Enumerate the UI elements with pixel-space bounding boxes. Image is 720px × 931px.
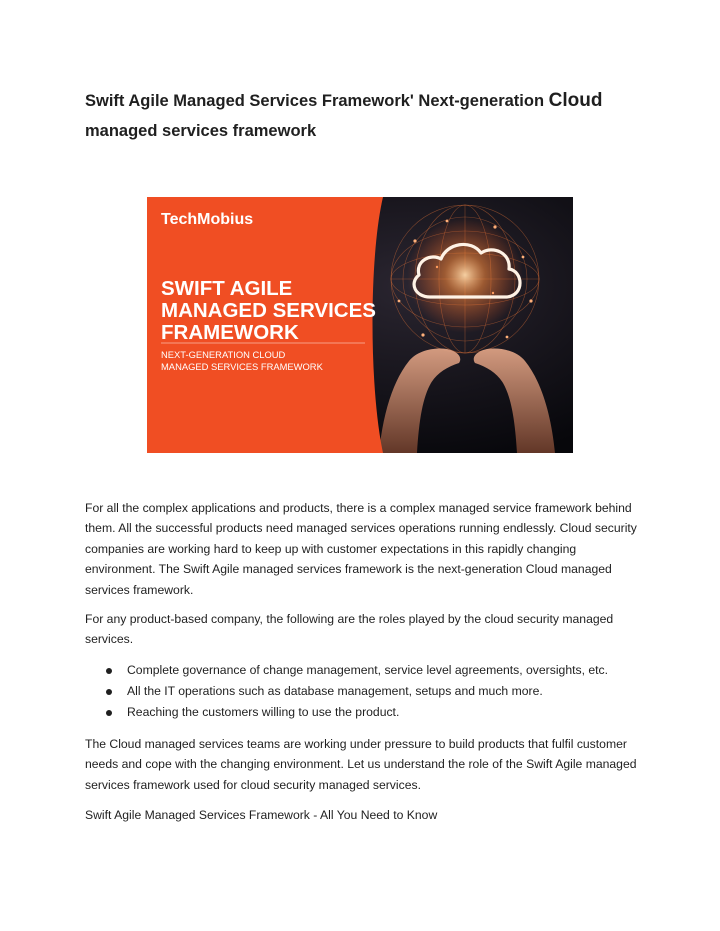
paragraph-teams: The Cloud managed services teams are working under pressure to build products that fulfil customer needs and cope with the changing environment. Let us understand the role of the Swift Agile managed services framework used for cloud security managed services. [85, 737, 637, 792]
title-part-2: Cloud [548, 90, 603, 111]
logo-prefix: Tech [161, 211, 198, 228]
list-item-text: Complete governance of change management, service level agreements, oversights, etc. [127, 663, 608, 677]
headline-line-1: SWIFT AGILE [161, 277, 293, 300]
list-item [85, 681, 655, 702]
headline-line-2: MANAGED SERVICES [161, 299, 376, 322]
document-title [85, 86, 645, 146]
sub-line-1: NEXT-GENERATION CLOUD [161, 349, 286, 360]
list-item-text: Reaching the customers willing to use the product. [127, 705, 400, 719]
svg-text:TechMobius [161, 211, 253, 228]
headline-line-3: FRAMEWORK [161, 321, 299, 344]
paragraph-subheading: Swift Agile Managed Services Framework - All You Need to Know [85, 808, 438, 822]
bullet-icon [106, 710, 112, 716]
banner-image [147, 197, 573, 453]
title-part-1: Swift Agile Managed Services Framework' Next-generation [85, 92, 549, 110]
title-part-3: managed services framework [85, 122, 317, 140]
cloud-glow [407, 217, 523, 333]
paragraph-roles: For any product-based company, the following are the roles played by the cloud security managed services. [85, 612, 614, 647]
list-item-text: All the IT operations such as database management, setups and much more. [127, 684, 543, 698]
list-item [85, 660, 655, 681]
list-item [85, 702, 655, 723]
bullet-icon [106, 689, 112, 695]
bullet-icon [106, 668, 112, 674]
paragraph-intro: For all the complex applications and products, there is a complex managed service framework behind them. All the successful products need managed services operations running endlessly. Cloud security companies are working hard to keep up with customer expectations in this rapidly changing environment. The Swift Agile managed services framework is the next-generation Cloud managed services framework. [85, 501, 637, 597]
roles-list [85, 660, 655, 723]
logo-suffix: Mobius [197, 211, 254, 228]
sub-line-2: MANAGED SERVICES FRAMEWORK [161, 361, 323, 372]
techmobius-logo [161, 211, 253, 228]
